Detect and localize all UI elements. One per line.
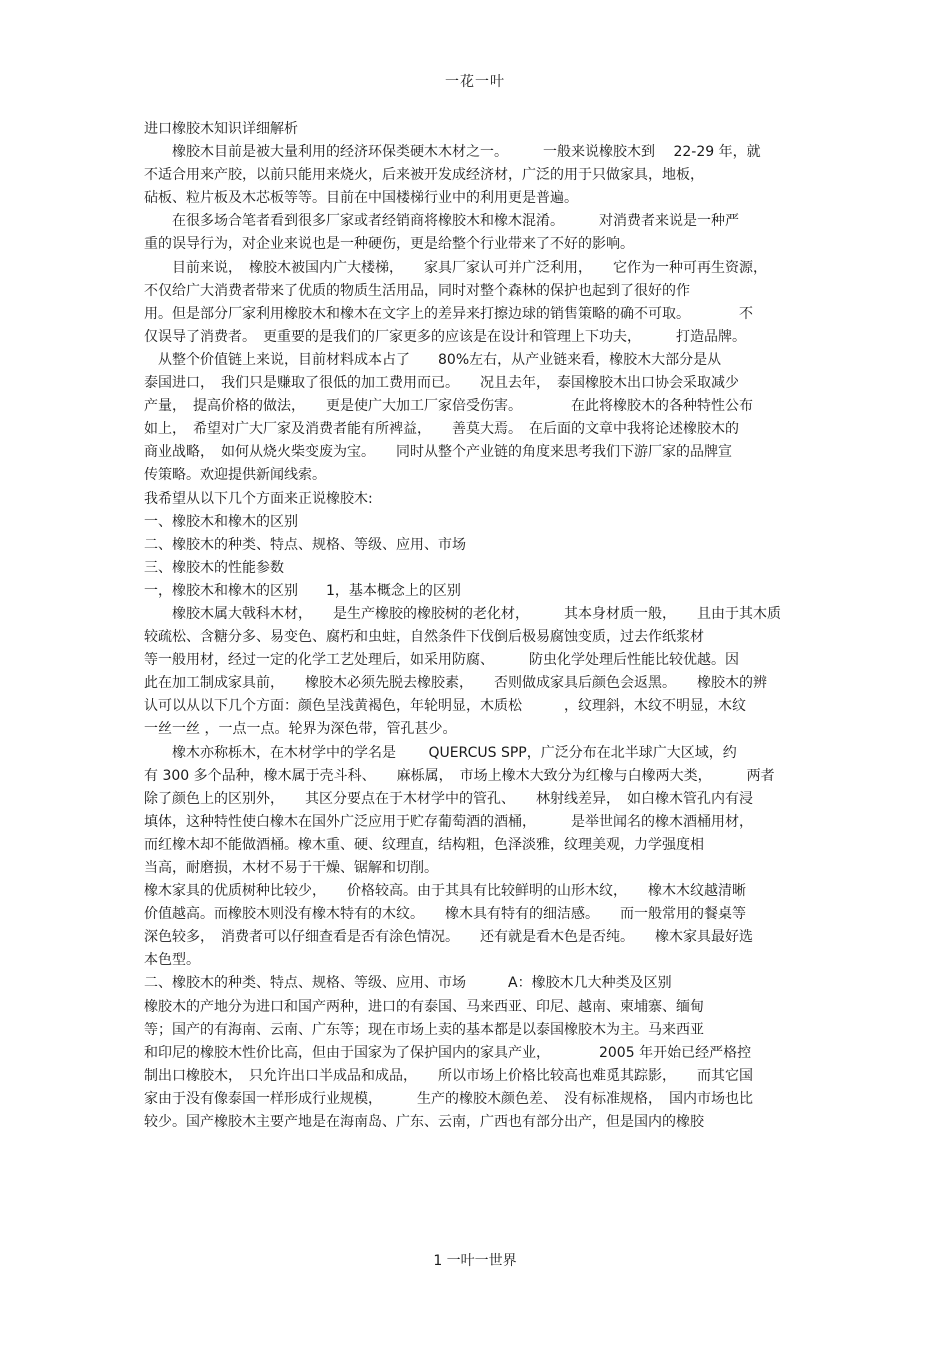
text-line: 从整个价值链上来说，目前材料成本占了 80%左右，从产业链来看，橡胶木大部分是从 — [144, 351, 722, 368]
text-line: 等一般用材，经过一定的化学工艺处理后，如采用防腐、 防虫化学处理后性能比较优越。因 — [144, 652, 739, 669]
text-line: 商业战略， 如何从烧火柴变废为宝。 同时从整个产业链的角度来思考我们下游厂家的品牌宣 — [144, 444, 732, 461]
text-line: 重的误导行为，对企业来说也是一种硬伤，更是给整个行业带来了不好的影响。 — [144, 236, 634, 253]
text-line: 二、橡胶木的种类、特点、规格、等级、应用、市场 — [144, 536, 466, 553]
text-line: 泰国进口， 我们只是赚取了很低的加工费用而已。 况且去年， 泰国橡胶木出口协会采取减少 — [144, 375, 739, 392]
text-line: 用。但是部分厂家利用橡胶木和橡木在文字上的差异来打擦边球的销售策略的确不可取。 不 — [144, 305, 753, 322]
text-line: 不仅给广大消费者带来了优质的物质生活用品，同时对整个森林的保护也起到了很好的作 — [144, 282, 690, 299]
text-line: 目前来说， 橡胶木被国内广大楼梯， 家具厂家认可并广泛利用， 它作为一种可再生资源， — [144, 259, 767, 276]
text-line: 砧板、粒片板及木芯板等等。目前在中国楼梯行业中的利用更是普遍。 — [144, 190, 578, 207]
article-body — [144, 118, 809, 1134]
text-line: 除了颜色上的区别外， 其区分要点在于木材学中的管孔、 林射线差异， 如白橡木管孔内有浸 — [144, 790, 753, 807]
text-line: 一丝一丝 ，一点一点。轮界为深色带，管孔甚少。 — [144, 721, 457, 738]
text-line: 产量， 提高价格的做法， 更是使广大加工厂家倍受伤害。 在此将橡胶木的各种特性公布 — [144, 398, 753, 415]
text-line: 在很多场合笔者看到很多厂家或者经销商将橡胶木和橡木混淆。 对消费者来说是一种严 — [144, 213, 739, 230]
text-line: 深色较多， 消费者可以仔细查看是否有涂色情况。 还有就是看木色是否纯。 橡木家具最好选 — [144, 929, 753, 946]
text-line: 一、橡胶木和橡木的区别 — [144, 513, 298, 530]
page-header: 一花一叶 — [445, 74, 505, 90]
page-footer: 1 一叶一世界 — [433, 1253, 517, 1269]
text-line: 和印尼的橡胶木性价比高，但由于国家为了保护国内的家具产业， 2005 年开始已经严格控 — [144, 1044, 752, 1061]
text-line: 橡胶木目前是被大量利用的经济环保类硬木木材之一。 一般来说橡胶木到 22-29 年，就 — [144, 144, 761, 161]
text-line: 认可以从以下几个方面：颜色呈浅黄褐色，年轮明显，木质松 ，纹理斜，木纹不明显，木纹 — [144, 698, 746, 715]
text-line: 本色型。 — [144, 952, 200, 969]
text-line: 传策略。欢迎提供新闻线索。 — [144, 467, 326, 484]
text-line: 等；国产的有海南、云南、广东等；现在市场上卖的基本都是以泰国橡胶木为主。马来西亚 — [144, 1021, 704, 1038]
text-line: 一，橡胶木和橡木的区别 1，基本概念上的区别 — [144, 582, 461, 599]
text-line: 填体，这种特性使白橡木在国外广泛应用于贮存葡萄酒的酒桶， 是举世闻名的橡木酒桶用材， — [144, 813, 753, 830]
text-line: 二、橡胶木的种类、特点、规格、等级、应用、市场 A：橡胶木几大种类及区别 — [144, 975, 672, 992]
text-line: 橡胶木的产地分为进口和国产两种，进口的有泰国、马来西亚、印尼、越南、柬埔寨、缅甸 — [144, 998, 704, 1015]
text-line: 此在加工制成家具前， 橡胶木必须先脱去橡胶素， 否则做成家具后颜色会返黑。 橡胶木的辨 — [144, 675, 767, 692]
text-line: 当高，耐磨损，木材不易于干燥、锯解和切削。 — [144, 860, 438, 876]
text-line: 橡木亦称栎木，在木材学中的学名是 QUERCUS SPP，广泛分布在北半球广大区域，约 — [144, 744, 737, 761]
text-line: 而红橡木却不能做酒桶。橡木重、硬、纹理直，结构粗，色泽淡雅，纹理美观，力学强度相 — [144, 836, 704, 853]
text-line: 有 300 多个品种，橡木属于壳斗科、 麻栎属， 市场上橡木大致分为红橡与白橡两大类， 两者 — [144, 767, 775, 784]
text-line: 我希望从以下几个方面来正说橡胶木: — [144, 490, 373, 507]
text-line: 橡木家具的优质树种比较少， 价格较高。由于其具有比较鲜明的山形木纹， 橡木木纹越清晰 — [144, 883, 746, 900]
text-line: 较疏松、含糖分多、易变色、腐朽和虫蛀，自然条件下伐倒后极易腐蚀变质，过去作纸浆材 — [144, 629, 704, 646]
text-line: 仅误导了消费者。 更重要的是我们的厂家更多的应该是在设计和管理上下功夫， 打造品牌。 — [144, 328, 746, 345]
text-line: 橡胶木属大戟科木材， 是生产橡胶的橡胶树的老化材， 其本身材质一般， 且由于其木质 — [144, 605, 781, 622]
text-line: 制出口橡胶木， 只允许出口半成品和成品， 所以市场上价格比较高也难觅其踪影， 而其它国 — [144, 1067, 753, 1084]
text-line: 不适合用来产胶，以前只能用来烧火，后来被开发成经济材，广泛的用于只做家具，地板， — [144, 167, 704, 184]
article-title: 进口橡胶木知识详细解析 — [144, 121, 298, 137]
text-line: 家由于没有像泰国一样形成行业规模， 生产的橡胶木颜色差、 没有标准规格， 国内市场也比 — [144, 1090, 753, 1107]
text-line: 三、橡胶木的性能参数 — [144, 559, 284, 576]
text-line: 如上， 希望对广大厂家及消费者能有所裨益， 善莫大焉。 在后面的文章中我将论述橡胶木的 — [144, 421, 739, 438]
text-line: 较少。国产橡胶木主要产地是在海南岛、广东、云南，广西也有部分出产，但是国内的橡胶 — [144, 1114, 704, 1131]
text-line: 价值越高。而橡胶木则没有橡木特有的木纹。 橡木具有特有的细洁感。 而一般常用的餐桌等 — [144, 906, 746, 923]
